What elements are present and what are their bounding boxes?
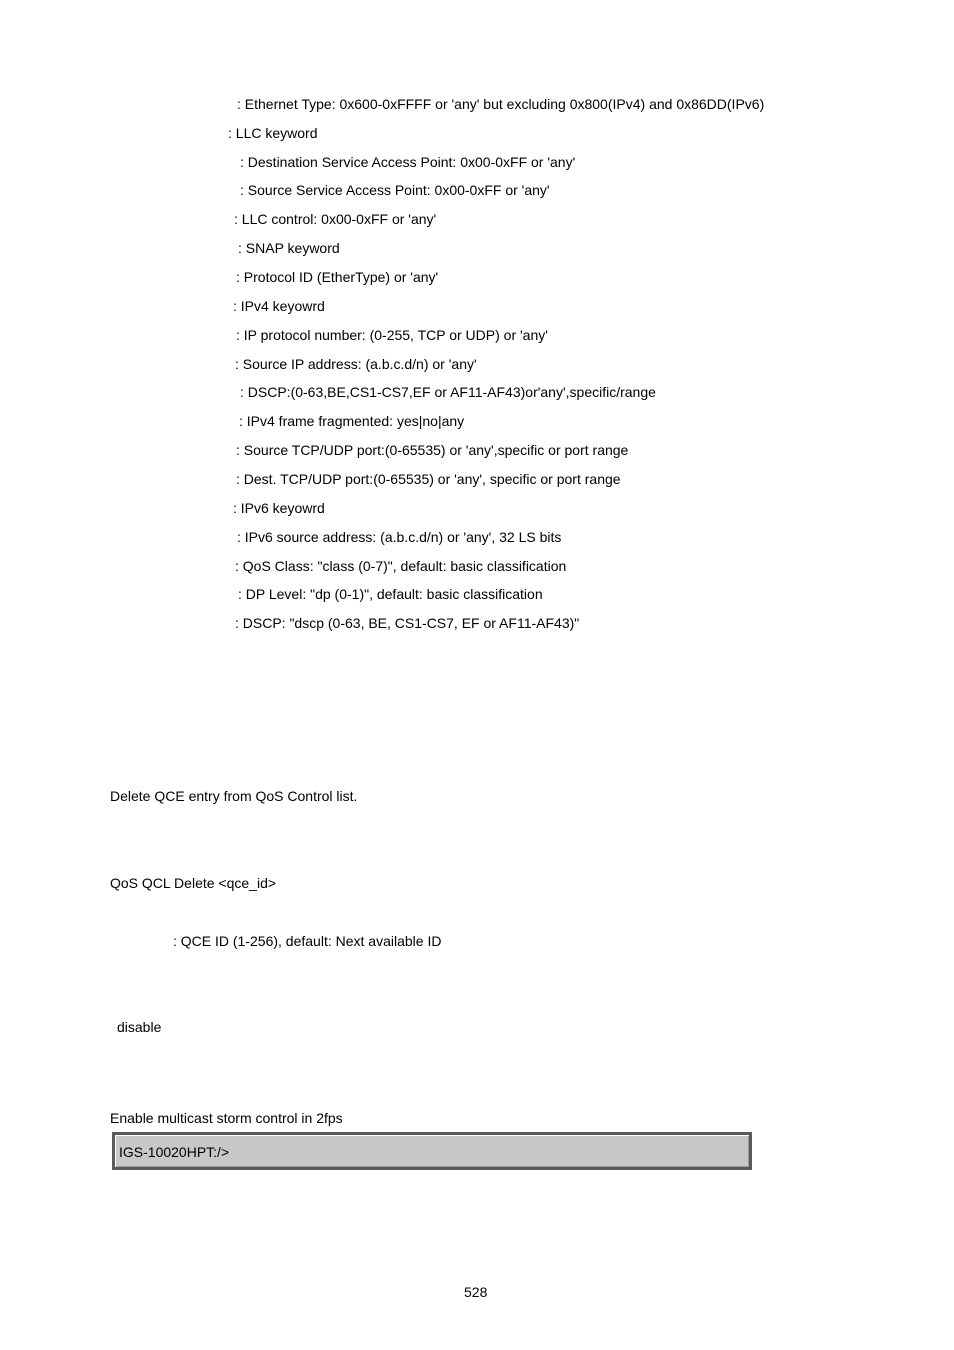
param-line: : QoS Class: "class (0-7)", default: basic classification <box>235 558 567 574</box>
param-line: : Source IP address: (a.b.c.d/n) or 'any' <box>235 356 477 372</box>
example-intro: Enable multicast storm control in 2fps <box>110 1110 343 1126</box>
parameter-description: : QCE ID (1-256), default: Next available ID <box>173 933 442 949</box>
param-line: : SNAP keyword <box>238 240 340 256</box>
param-line: : LLC keyword <box>228 125 318 141</box>
command-prompt: IGS-10020HPT:/> <box>119 1144 230 1160</box>
default-value: disable <box>117 1019 162 1035</box>
param-line: : Destination Service Access Point: 0x00-0xFF or 'any' <box>240 154 576 170</box>
param-line: : DP Level: "dp (0-1)", default: basic classification <box>238 586 543 602</box>
param-line: : Source Service Access Point: 0x00-0xFF or 'any' <box>240 182 550 198</box>
param-line: : LLC control: 0x00-0xFF or 'any' <box>234 211 437 227</box>
param-line: : IPv4 frame fragmented: yes|no|any <box>239 413 465 429</box>
param-line: : IPv4 keyowrd <box>233 298 325 314</box>
param-line: : Ethernet Type: 0x600-0xFFFF or 'any' but excluding 0x800(IPv4) and 0x86DD(IPv6) <box>237 96 765 112</box>
command-example-box <box>112 1132 752 1170</box>
page-number: 528 <box>464 1284 488 1300</box>
param-line: : Protocol ID (EtherType) or 'any' <box>236 269 439 285</box>
param-line: : IP protocol number: (0-255, TCP or UDP) or 'any' <box>236 327 548 343</box>
param-line: : DSCP: "dscp (0-63, BE, CS1-CS7, EF or AF11-AF43)" <box>235 615 580 631</box>
param-line: : Dest. TCP/UDP port:(0-65535) or 'any', specific or port range <box>236 471 621 487</box>
command-syntax: QoS QCL Delete <qce_id> <box>110 875 277 891</box>
param-line: : IPv6 keyowrd <box>233 500 325 516</box>
param-line: : IPv6 source address: (a.b.c.d/n) or 'any', 32 LS bits <box>237 529 562 545</box>
param-line: : DSCP:(0-63,BE,CS1-CS7,EF or AF11-AF43)or'any',specific/range <box>240 384 656 400</box>
command-description: Delete QCE entry from QoS Control list. <box>110 788 358 804</box>
param-line: : Source TCP/UDP port:(0-65535) or 'any',specific or port range <box>236 442 629 458</box>
